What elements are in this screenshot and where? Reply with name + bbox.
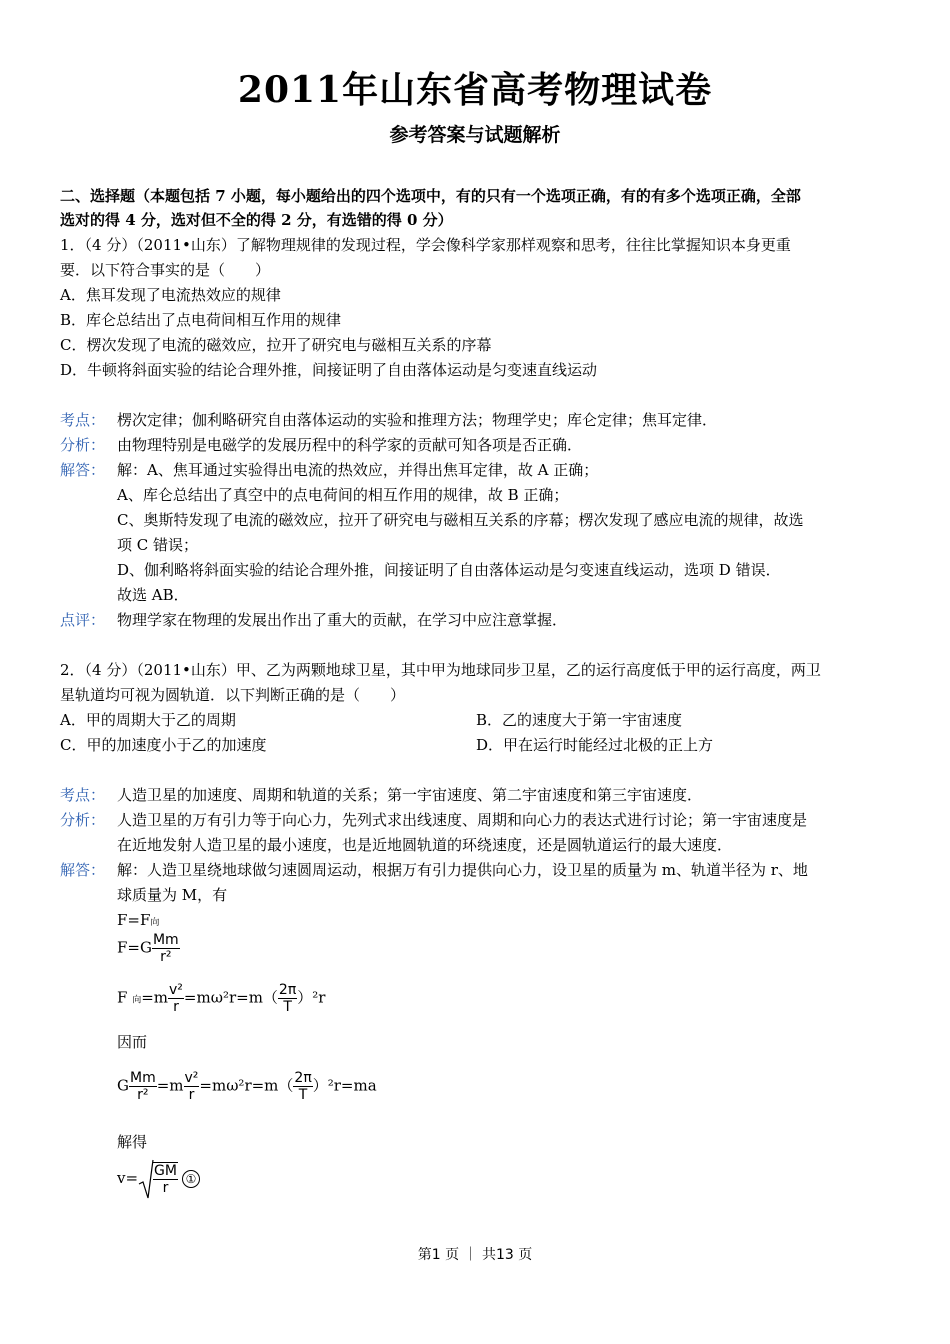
eq3-sub: 向	[132, 995, 142, 1006]
eq4-mid1: =m	[156, 1076, 184, 1095]
q1-fenxi-label: 分析：	[60, 436, 106, 454]
q1-jieda-label: 解答：	[60, 461, 106, 479]
fraction-denominator: r	[162, 1180, 169, 1196]
q2-kaodian-label: 考点：	[60, 786, 106, 804]
q1-jieda-line3: C、奥斯特发现了电流的磁效应，拉开了研究电与磁相互关系的序幕；楞次发现了感应电流的规律，故选	[117, 511, 804, 529]
q1-fenxi: 由物理特别是电磁学的发展历程中的科学家的贡献可知各项是否正确．	[117, 436, 583, 454]
q1-jieda-line4: 项 C 错误；	[117, 536, 199, 554]
fraction-numerator: 2π	[294, 1070, 312, 1086]
eq3-mid2: =mω²r=m（	[183, 988, 278, 1007]
fraction-v2-over-r	[168, 982, 184, 1015]
q1-dianping: 物理学家在物理的发展出作出了重大的贡献，在学习中应注意掌握．	[117, 611, 568, 629]
text-jiede: 解得	[117, 1133, 148, 1151]
eq4-mid2: =mω²r=m（	[199, 1076, 294, 1095]
fraction-denominator: r²	[160, 949, 172, 965]
q2-fenxi-line2: 在近地发射人造卫星的最小速度，也是近地圆轨道的环绕速度，还是圆轨道运行的最大速度．	[117, 836, 733, 854]
eq3-lhs: F	[117, 988, 128, 1007]
q1-kaodian: 楞次定律；伽利略研究自由落体运动的实验和推理方法；物理学史；库仑定律；焦耳定律．	[117, 411, 718, 429]
fraction-2pi-over-t	[278, 982, 297, 1015]
eq4-lhs: G	[117, 1076, 129, 1095]
fraction-denominator: T	[298, 1087, 308, 1103]
section-heading-line2: 选对的得 4 分，选对但不全的得 2 分，有选错的得 0 分）	[60, 211, 453, 229]
q2-stem-line2: 星轨道均可视为圆轨道．以下判断正确的是（ ）	[60, 686, 406, 704]
equation-combined	[117, 1070, 377, 1103]
page-footer: 第1 页 ｜ 共13 页	[417, 1247, 533, 1263]
q2-fenxi-line1: 人造卫星的万有引力等于向心力，先列式求出线速度、周期和向心力的表达式进行讨论；第一宇宙速度是	[117, 811, 808, 829]
q2-fenxi-label: 分析：	[60, 811, 106, 829]
q1-stem-line2: 要．以下符合事实的是（ ）	[60, 261, 271, 279]
eq5-lhs: v=	[117, 1169, 139, 1187]
q1-jieda-line5: D、伽利略将斜面实验的结论合理外推，间接证明了自由落体运动是匀变速直线运动，选项 D 错误．	[117, 561, 781, 579]
q2-jieda-label: 解答：	[60, 861, 106, 879]
equation-force-balance	[117, 910, 159, 933]
equation-gravity	[117, 932, 180, 965]
q1-jieda-line2: A、库仑总结出了真空中的点电荷间的相互作用的规律，故 B 正确；	[117, 486, 569, 504]
fraction-mm-over-r2	[129, 1070, 157, 1103]
section-heading-line1: 二、选择题（本题包括 7 小题，每小题给出的四个选项中，有的只有一个选项正确，有的有多个选项正确，全部	[60, 187, 801, 205]
eq1-sub: 向	[150, 918, 160, 928]
q2-option-c: C．甲的加速度小于乙的加速度	[60, 736, 267, 754]
equation-number-badge: ①	[182, 1170, 200, 1188]
q2-option-d: D．甲在运行时能经过北极的正上方	[476, 736, 714, 754]
equation-centripetal	[117, 982, 325, 1015]
fraction-numerator: Mm	[152, 932, 179, 948]
text-yiner: 因而	[117, 1033, 148, 1051]
q1-option-c: C．楞次发现了电流的磁效应，拉开了研究电与磁相互关系的序幕	[60, 336, 492, 354]
q2-kaodian: 人造卫星的加速度、周期和轨道的关系；第一宇宙速度、第二宇宙速度和第三宇宙速度．	[117, 786, 703, 804]
q1-option-b: B．库仑总结出了点电荷间相互作用的规律	[60, 311, 342, 329]
fraction-2pi-over-t	[293, 1070, 312, 1103]
fraction-denominator: r	[173, 999, 179, 1015]
q1-jieda-line6: 故选 AB．	[117, 586, 189, 604]
q1-stem-line1: 1．（4 分）（2011•山东）了解物理规律的发现过程，学会像科学家那样观察和思考，往往比掌握知识本身更重	[60, 236, 791, 254]
q1-kaodian-label: 考点：	[60, 411, 106, 429]
fraction-denominator: r²	[137, 1087, 149, 1103]
fraction-denominator: r	[188, 1087, 195, 1103]
fraction-v2-over-r	[184, 1070, 200, 1103]
q2-option-a: A．甲的周期大于乙的周期	[60, 711, 236, 729]
equation-velocity	[117, 1158, 200, 1200]
fraction-gm-over-r	[153, 1162, 178, 1196]
page-subtitle: 参考答案与试题解析	[389, 124, 561, 146]
q1-option-d: D．牛顿将斜面实验的结论合理外推，间接证明了自由落体运动是匀变速直线运动	[60, 361, 598, 379]
fraction-numerator: v²	[169, 982, 183, 998]
fraction-numerator: GM	[154, 1163, 177, 1179]
eq3-end: ）²r	[297, 988, 326, 1007]
fraction-numerator: Mm	[129, 1070, 156, 1086]
q2-jieda-line1: 解：人造卫星绕地球做匀速圆周运动，根据万有引力提供向心力，设卫星的质量为 m、轨道半径为 r、地	[117, 861, 808, 879]
fraction-denominator: T	[283, 999, 292, 1015]
eq2-lhs: F=G	[117, 938, 152, 957]
q1-dianping-label: 点评：	[60, 611, 106, 629]
eq4-end: ）²r=ma	[312, 1076, 377, 1095]
eq1-lhs: F=F	[117, 911, 151, 929]
q2-stem-line1: 2．（4 分）（2011•山东）甲、乙为两颗地球卫星，其中甲为地球同步卫星，乙的运行高度低于甲的运行高度，两卫	[60, 661, 821, 679]
page-title: 2011年山东省高考物理试卷	[237, 69, 713, 111]
eq3-mid1: =m	[141, 988, 169, 1007]
fraction-numerator: v²	[184, 1070, 199, 1086]
sqrt-icon	[138, 1158, 154, 1200]
q1-option-a: A．焦耳发现了电流热效应的规律	[60, 286, 281, 304]
q2-option-b: B．乙的速度大于第一宇宙速度	[476, 711, 683, 729]
q2-jieda-line2: 球质量为 M，有	[117, 886, 228, 904]
fraction-numerator: 2π	[278, 982, 297, 998]
fraction-mm-over-r2	[152, 932, 180, 965]
q1-jieda-line1: 解：A、焦耳通过实验得出电流的热效应，并得出焦耳定律，故 A 正确；	[117, 461, 599, 479]
